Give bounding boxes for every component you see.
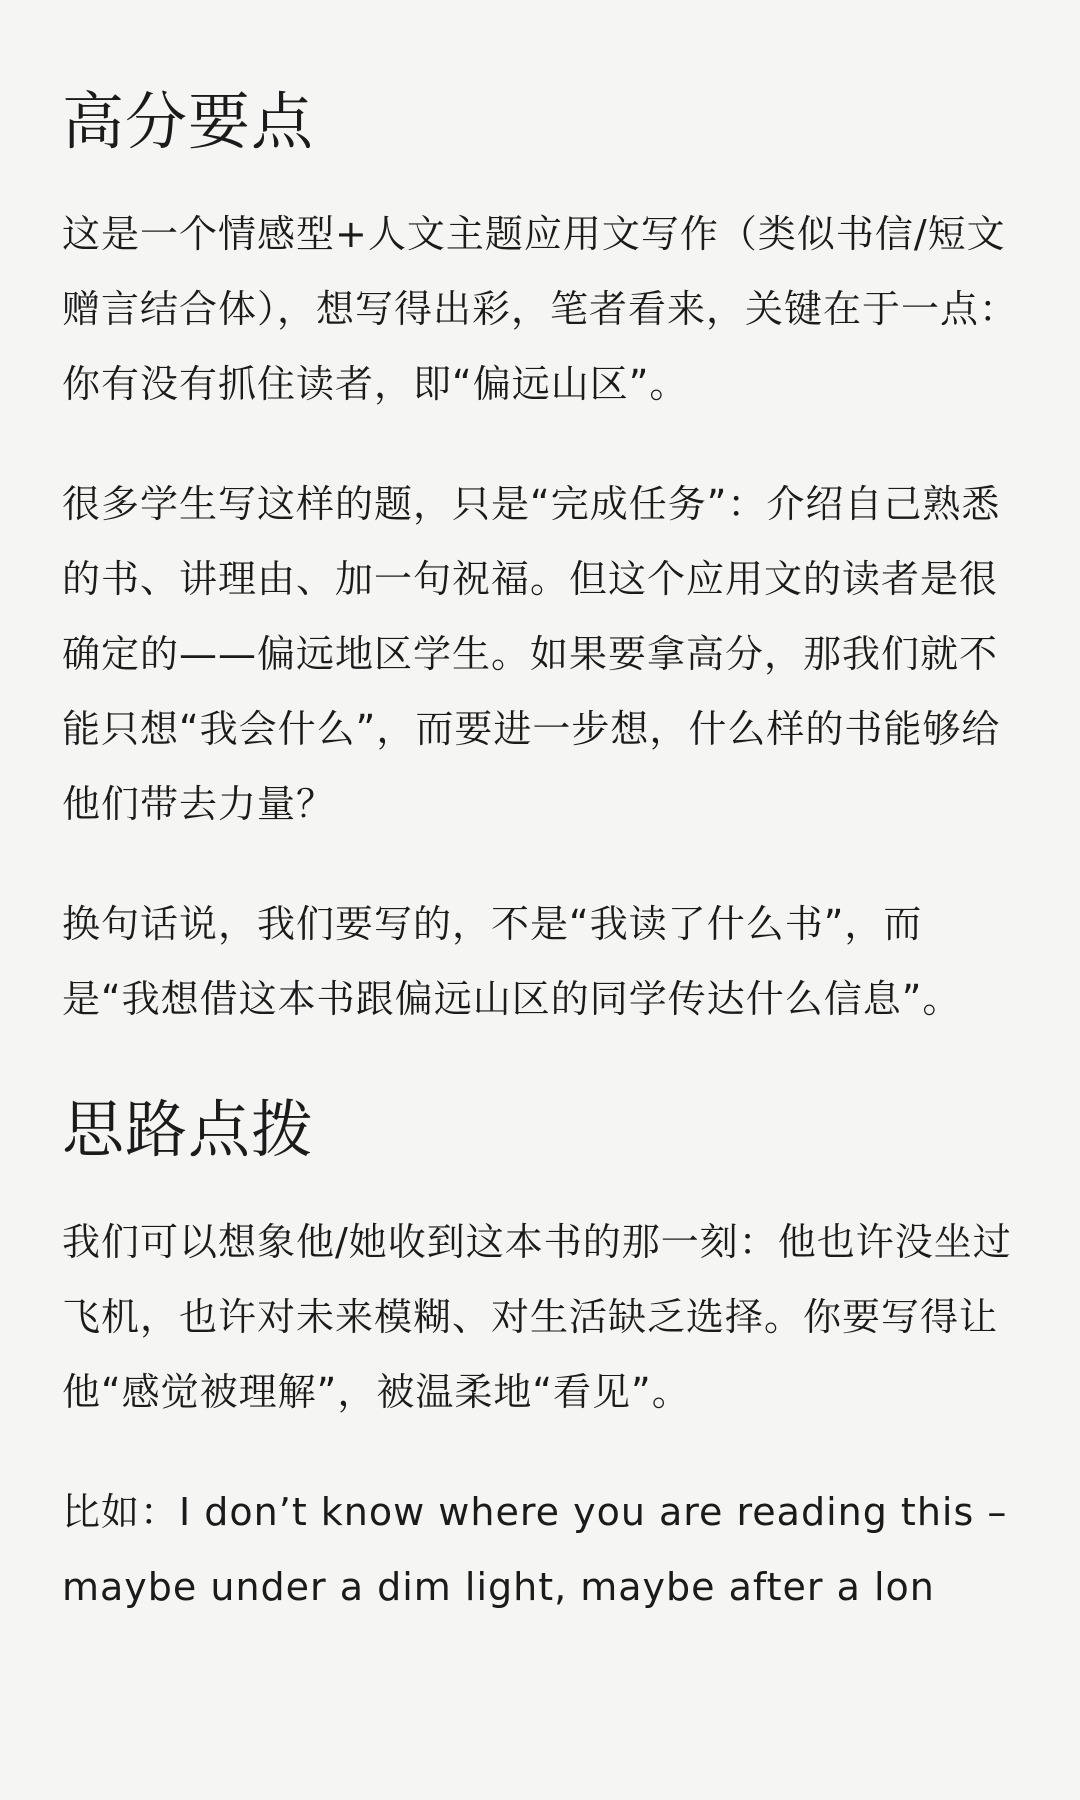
section-key-points bbox=[62, 64, 1020, 1037]
paragraph-text: 这是一个情感型+人文主题应用文写作（类似书信/短文赠言结合体），想写得出彩，笔者看来，关键在于一点：你有没有抓住读者，即“偏远山区”。 bbox=[62, 212, 1019, 406]
section-title: 高分要点 bbox=[62, 85, 315, 158]
section-title: 思路点拨 bbox=[62, 1093, 315, 1166]
paragraph-text: 比如：I don’t know where you are reading this – maybe under a dim light, maybe after a lon bbox=[62, 1490, 1008, 1609]
paragraph-text: 我们可以想象他/她收到这本书的那一刻：他也许没坐过飞机，也许对未来模糊、对生活缺乏选择。你要写得让他“感觉被理解”，被温柔地“看见”。 bbox=[62, 1220, 1012, 1414]
paragraph-text: 换句话说，我们要写的，不是“我读了什么书”，而是“我想借这本书跟偏远山区的同学传达什么信息”。 bbox=[62, 902, 962, 1021]
section-thinking-guide bbox=[62, 1072, 1020, 1625]
paragraph-text: 很多学生写这样的题，只是“完成任务”：介绍自己熟悉的书、讲理由、加一句祝福。但这个应用文的读者是很确定的——偏远地区学生。如果要拿高分，那我们就不能只想“我会什么”，而要进一步想，什么样的书能够给他们带去力量？ bbox=[62, 482, 1001, 826]
